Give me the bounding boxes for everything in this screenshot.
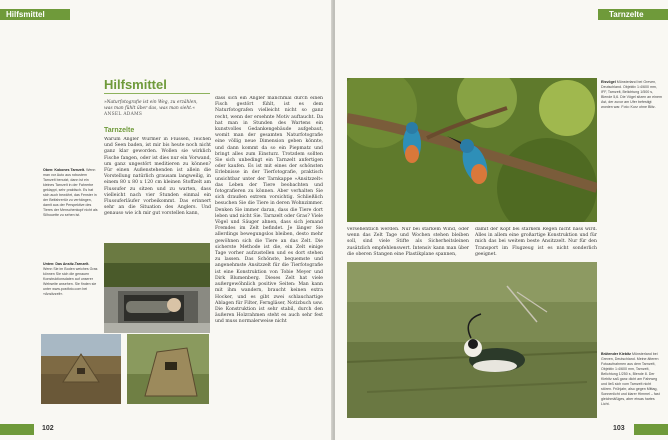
right-page <box>335 0 668 440</box>
photo-lapwing-graphic <box>347 262 597 418</box>
body-column-1: Warum Angler Würmer in Flüssen, Teichen und Seen baden, ist mir bis heute noch nicht ganz klar geworden. Wollen sie wirklich Fische fangen, oder ist dies nur ein Vorwand, um ganz ungestört meditieren zu können? Für einen Außenstehenden ist allein die Vorstellung natürlich grausam langweilig, in einem 80 x 80 x 120 cm kleinen Stoffzelt am Flussufer zu sitzen und zu warten, dass vielleicht nach vier Stunden einmal ein Flussuferläufer vorbeikommt. Das erinnert sehr an die Situation des Anglers. Und genauso wie ich mir gut vorstellen kann, <box>104 137 211 217</box>
photo-tent-closeup <box>127 334 209 404</box>
caption-car-hide <box>43 168 99 232</box>
caption-car-hide-title: Oben: Kokones Tarnzelt. <box>43 168 86 172</box>
photo-lapwing <box>347 262 597 418</box>
photo-kingfishers-graphic <box>347 78 597 222</box>
quote-author: ANSEL ADAMS <box>104 112 143 117</box>
left-page <box>0 0 333 440</box>
photo-tent-field-graphic <box>41 334 121 404</box>
quote-text: »Naturfotografie ist ein Weg, zu erzählen, was man fühlt über das, was man sieht.« <box>104 100 198 111</box>
left-footer-bar <box>0 424 34 435</box>
caption-lapwing-title: Brütender Kiebitz <box>601 352 631 356</box>
subheading-tarnzelte: Tarnzelte <box>104 127 135 134</box>
photo-car-hide <box>104 243 210 333</box>
right-header-title: Tarnzelte <box>609 10 644 19</box>
caption-kingfishers-title: Eisvögel <box>601 80 616 84</box>
caption-lapwing <box>601 352 663 418</box>
photo-tent-field <box>41 334 121 404</box>
caption-car-hide-text: Wenn man vor Auto aus robustem Tarnzelt benutzt, dann ist ein kleines Tarnzelt in der Fahrerbe geklappt, sehr praktisch. Es hat sich auch bewährt, das Fenster in der Beifahrertür zu verhängen, damit aus der Perspektive des Tieres der Menschenkopf nicht als Silhouette zu sehen ist. <box>43 168 98 217</box>
page-number-right: 103 <box>613 425 625 432</box>
page-number-left: 102 <box>42 425 54 432</box>
caption-lapwing-text: Münsterland bei Greven, Deutschland. Meine älteren Fotoaufnahmen aus dem Tarnzelt, Objektiv 1:4/600 mm, Tarnzelt, Belichtung 1/250 s, Blende 8. Der Kiebitz saß ganz dicht am Fahrweg und ließ sich vom Tarnzelt nicht stören. Frühjahr, also gegen Mittag, Sonnenlicht und klarer Himmel – fast gleichmäßiges, aber etwas hartes Licht. <box>601 352 660 406</box>
caption-kingfishers-text: Münsterland bei Greven, Deutschland. Objektiv 1:4/600 mm, IFF, Tarnzelt, Belichtung 1/500 s, Blende 5,6. Die Vögel sitzen an einem Ast, der zuvor am Ufer befestigt worden war. Foto: Kurz ohne Blitz. <box>601 80 662 109</box>
photo-kingfishers <box>347 78 597 222</box>
left-header-title: Hilfsmittel <box>6 10 45 19</box>
right-body-column-2: damit der Kopf bei starkem Regen nicht nass wird. Alles in allem eine großartige Konstruktion und für mich das bei weitem beste Ansitzzelt. Nur für den Transport im Flugzeug ist es nicht sonderlich geeignet. <box>475 227 597 257</box>
caption-ansitz-tent-title: Unten: Das Ansitz-Tarnzelt. <box>43 262 90 266</box>
caption-kingfishers <box>601 80 663 138</box>
body-column-2: dass sich ein Angler manchmal durch einen Fisch gestört fühlt, ist es dem Naturfotografen vielleicht nicht so ganz recht, wenn der ersehnte Motiv auftaucht. Da hat man in Stunden des Wartens ein kunstvolles Gedankengebäude aufgebaut, womit man der gesamten Naturfotografie eine völlig neue Dimension geben könnte, und dann kommt da so ein Piepmatz und bringt alles zum Einsturz. Trotzdem sollten Sie sich unbedingt ein Tarnzelt anfertigen oder kaufen. Es ist mit eines der schönsten Erlebnisse in der Tierfotografie, praktisch unsichtbar unter der Tarnkappe »Ansitzzelt« das Leben der Tiere beobachten und fotografieren zu können. Aber verhalten Sie sich draußen extrem vorsichtig. Schließlich besuchen Sie die Tiere in deren Wohnzimmer. Denken Sie immer daran, dass die Tiere dort leben und nicht Sie. Tarnzelt oder Gras? Viele Vögel und Säuger ahnen, dass sich jemand Fremdes im Zelt befindet. Je länger Sie allerdings bewegungslos bleiben, desto mehr gewöhnen sich die Tiere an das Zelt. Die sicherste Methode ist die, ein Zelt einige Tage vorher aufzustellen und es dort stehen zu lassen. Das Schönste, bequemste und angenehmste Ansitzzelt für die Tierfotografie ist eine Konstruktion von Tobie Meyer und Dirk Blumenberg. Dieses Zelt hat viele außergewöhnlich positive Seiten: Man kann mit ihm wandern, braucht keinen extra Hocker, und es gibt zwei schlauchartige Ablagen für Filter, Ferngläser, Notizbuch usw. Die Konstruktion ist sehr stabil, durch den äußeren Holzrahmen steht es auch sehr fest und muss normalerweise nicht <box>215 96 323 325</box>
right-body-column-1: versehentlich werden. Nur bei starkem Wind, oder wenn das Zelt Tage und Wochen stehen bleiben soll, sind viele Stifte als Sicherheitsleinen zusätzlich empfehlenswert. Intensiv kann man über die oberen Stangen eine Plastikplane spannen, <box>347 227 469 257</box>
photo-tent-closeup-graphic <box>127 334 209 404</box>
caption-ansitz-tent <box>43 262 99 332</box>
section-heading: Hilfsmittel <box>104 77 167 92</box>
right-footer-bar <box>634 424 668 435</box>
caption-ansitz-tent-text: Wenn Sie im Boden weiches Gras können Sie sich die genauen Konstruktionsdaten auf unserer Webseite ansehen. Sie finden sie unter www.postfoto.com bei »Ansitzzelt«. <box>43 267 98 296</box>
photo-car-hide-graphic <box>104 243 210 333</box>
heading-rule <box>104 93 210 94</box>
epigraph-quote <box>104 100 206 118</box>
